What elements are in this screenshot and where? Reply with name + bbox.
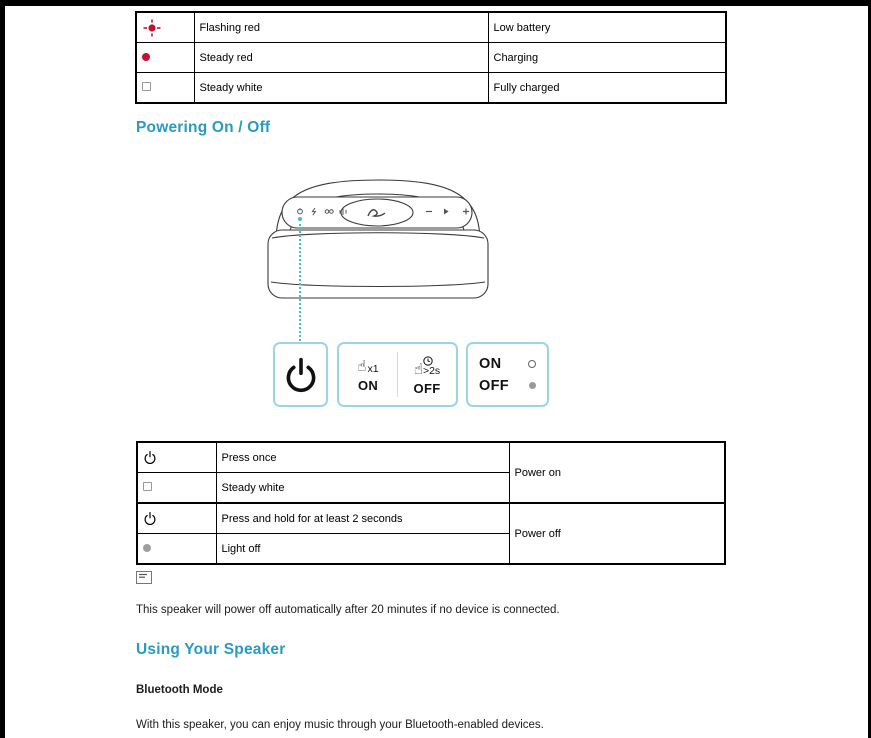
press-action-box	[337, 342, 458, 407]
press-once-half	[339, 344, 397, 405]
section-title-powering: Powering On / Off	[136, 119, 271, 136]
result-text: Power on	[509, 442, 725, 503]
bluetooth-mode-subtitle: Bluetooth Mode	[136, 684, 223, 696]
led-text: Steady white	[216, 473, 509, 504]
power-icon	[283, 355, 319, 395]
table-row	[137, 503, 725, 534]
hand-press-icon: ☝	[413, 359, 423, 378]
white-led-ring-icon	[528, 360, 536, 368]
led-state: Steady white	[194, 73, 488, 104]
result-text: Power off	[509, 503, 725, 564]
hand-press-icon: ☝	[357, 357, 367, 375]
press-once-result: ON	[357, 378, 379, 393]
action-text: Press and hold for at least 2 seconds	[216, 503, 509, 534]
indicator-off-row	[479, 378, 536, 394]
table-row	[136, 12, 726, 43]
power-icon	[137, 503, 216, 534]
bluetooth-mode-body: With this speaker, you can enjoy music through your Bluetooth-enabled devices.	[136, 719, 544, 731]
action-text: Press once	[216, 442, 509, 473]
section-title-using: Using Your Speaker	[136, 641, 286, 658]
callout-dotted-line	[299, 224, 301, 341]
table-row	[136, 73, 726, 104]
power-button-box	[273, 342, 328, 407]
led-state: Steady red	[194, 43, 488, 73]
power-led-teal-dot	[298, 217, 302, 221]
indicator-on-label: ON	[479, 355, 502, 372]
indicator-on-row	[479, 356, 536, 372]
steady-white-led-icon	[136, 73, 194, 104]
led-text: Light off	[216, 534, 509, 565]
page-frame-left	[0, 0, 5, 738]
table-row	[136, 43, 726, 73]
led-status-table	[135, 11, 727, 104]
led-meaning: Fully charged	[488, 73, 726, 104]
power-icon	[137, 442, 216, 473]
steady-red-led-icon	[136, 43, 194, 73]
led-meaning: Low battery	[488, 12, 726, 43]
led-off-dot-icon	[529, 382, 536, 389]
hold-duration: >2s	[422, 365, 441, 378]
note-icon	[136, 571, 152, 584]
flashing-red-led-icon	[136, 12, 194, 43]
press-hold-half	[398, 344, 456, 405]
press-count: x1	[367, 362, 379, 375]
press-hold-result: OFF	[413, 380, 441, 396]
led-state: Flashing red	[194, 12, 488, 43]
steady-white-led-icon	[137, 473, 216, 504]
led-off-dot-icon	[137, 534, 216, 565]
page-frame-top	[0, 0, 871, 6]
power-on-off-table	[136, 441, 726, 565]
auto-power-off-note: This speaker will power off automatically after 20 minutes if no device is connected.	[136, 604, 560, 616]
table-row	[137, 442, 725, 473]
indicator-off-label: OFF	[479, 377, 509, 394]
indicator-box	[466, 342, 549, 407]
led-meaning: Charging	[488, 43, 726, 73]
